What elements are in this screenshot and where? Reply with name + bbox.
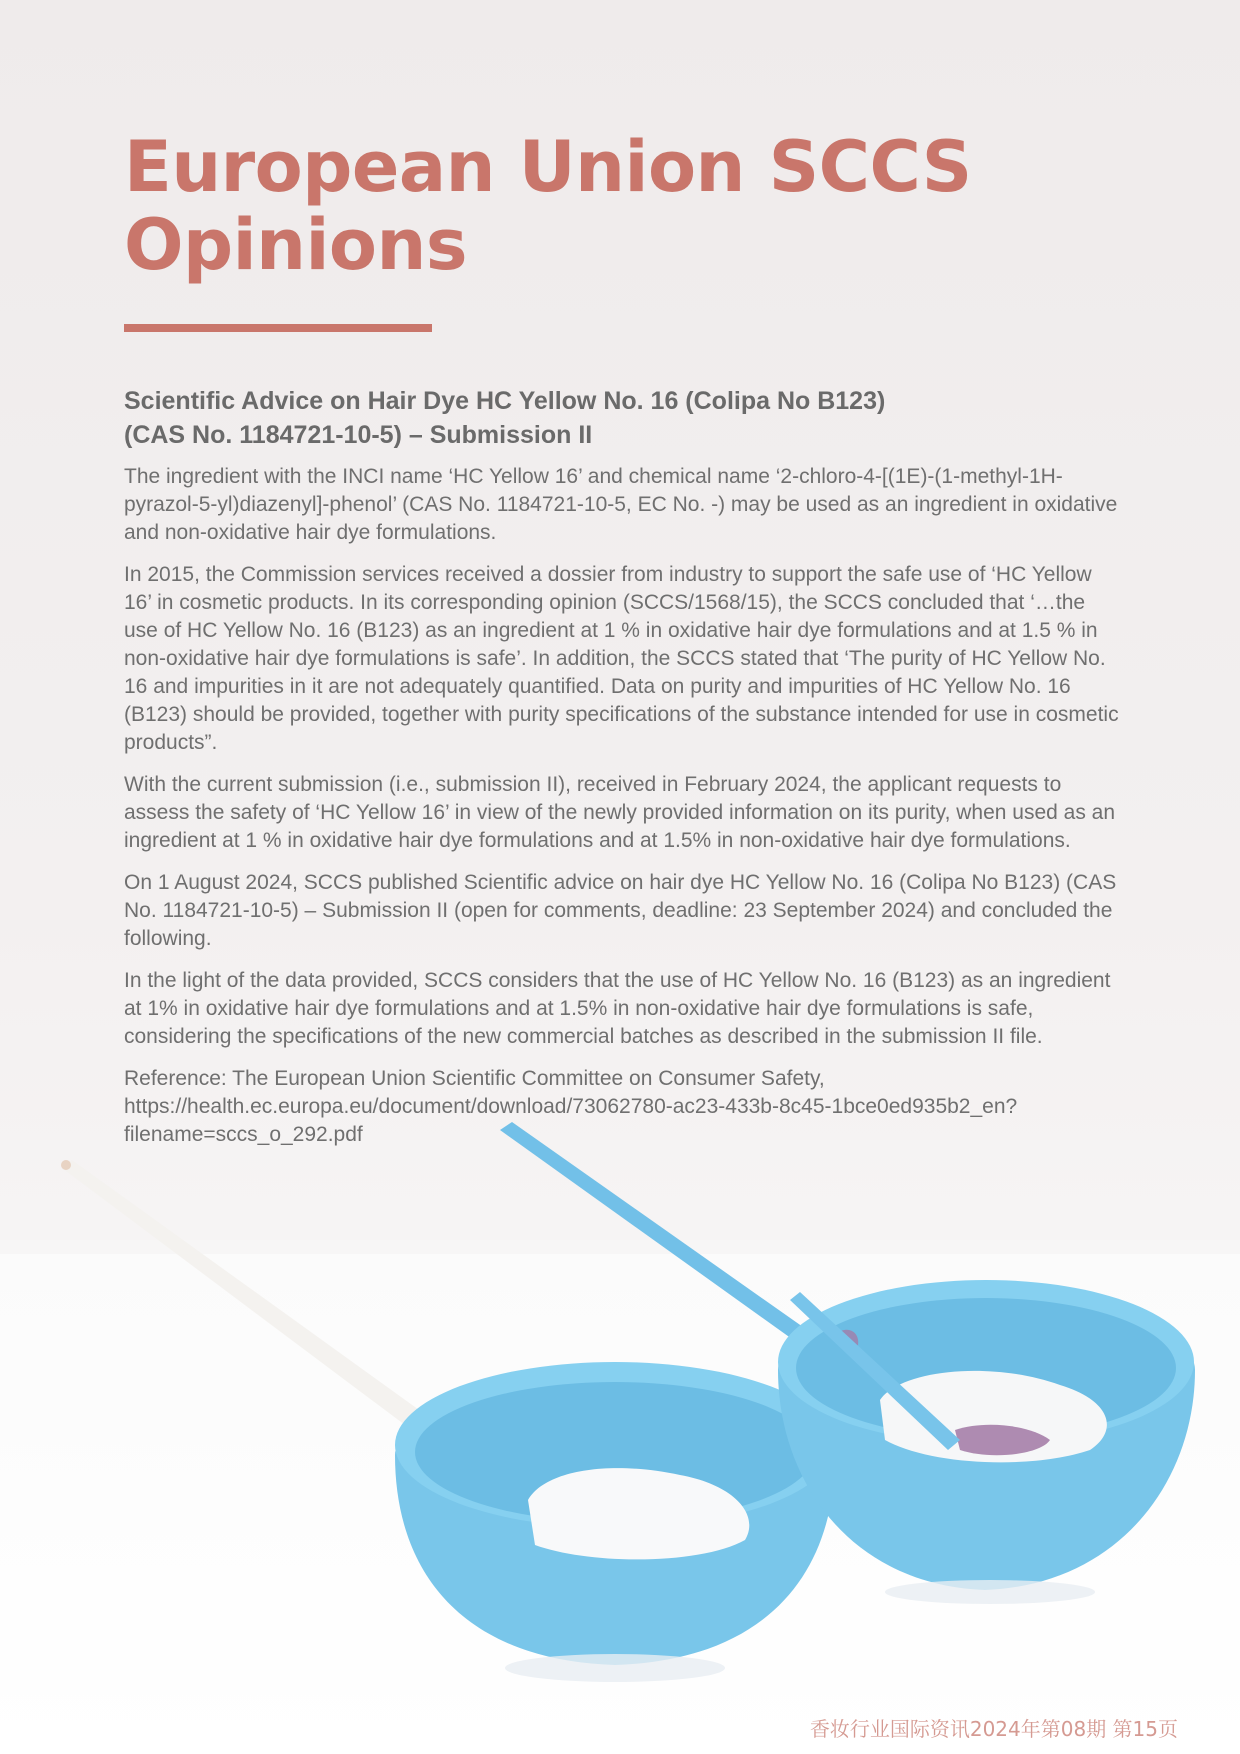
page-title: European Union SCCS Opinions [124,126,972,286]
paragraph-ingredient-intro: The ingredient with the INCI name ‘HC Yellow 16’ and chemical name ‘2-chloro-4-[(1E)-(1-methyl-1H-pyrazol-5-yl)diazenyl]-phenol’ (CAS No. 1184721-10-5, EC No. -) may be used as an ingredient in oxidative and non-oxidative hair dye formulations. [124,465,1118,544]
paragraph-publication: On 1 August 2024, SCCS published Scientific advice on hair dye HC Yellow No. 16 (Colipa No B123) (CAS No. 1184721-10-5) – Submission II (open for comments, deadline: 23 September 2024) and concluded the following. [124,871,1117,950]
right-bowl [778,1280,1195,1604]
reference-url[interactable]: https://health.ec.europa.eu/document/download/73062780-ac23-433b-8c45-1bce0ed935b2_en? [124,1095,1018,1118]
left-bowl [395,1362,835,1682]
article-heading [124,384,1124,452]
article-heading-line-2: (CAS No. 1184721-10-5) – Submission II [124,421,593,449]
reference-source: Reference: The European Union Scientific Committee on Consumer Safety, [124,1067,825,1090]
paragraph-2015-dossier: In 2015, the Commission services received a dossier from industry to support the safe use of ‘HC Yellow 16’ in cosmetic products. In its corresponding opinion (SCCS/1568/15), the SCCS concluded that ‘…the use of HC Yellow No. 16 (B123) as an ingredient at 1 % in oxidative hair dye formulations and at 1.5 % in non-oxidative hair dye formulations is safe’. In addition, the SCCS stated that ‘The purity of HC Yellow No. 16 and impurities in it are not adequately quantified. Data on purity and impurities of HC Yellow No. 16 (B123) should be provided, together with purity specifications of the substance intended for use in cosmetic products”. [124,563,1119,754]
article-heading-line-1: Scientific Advice on Hair Dye HC Yellow No. 16 (Colipa No B123) [124,387,886,415]
paragraph-current-submission: With the current submission (i.e., submission II), received in February 2024, the applicant requests to assess the safety of ‘HC Yellow 16’ in view of the newly provided information on its purity, when used as an ingredient at 1 % in oxidative hair dye formulations and at 1.5% in non-oxidative hair dye formulations. [124,773,1116,852]
article-body [124,463,1124,1149]
page-footer: 香妆行业国际资讯2024年第08期 第15页 [809,1717,1178,1741]
paragraph-conclusion: In the light of the data provided, SCCS considers that the use of HC Yellow No. 16 (B123) as an ingredient at 1% in oxidative hair dye formulations and at 1.5% in non-oxidative hair dye formulations is safe, considering the specifications of the new commercial batches as described in the submission II file. [124,969,1111,1048]
title-divider [124,324,432,332]
reference-url-filename[interactable]: filename=sccs_o_292.pdf [124,1123,363,1146]
reference [124,1065,1124,1149]
